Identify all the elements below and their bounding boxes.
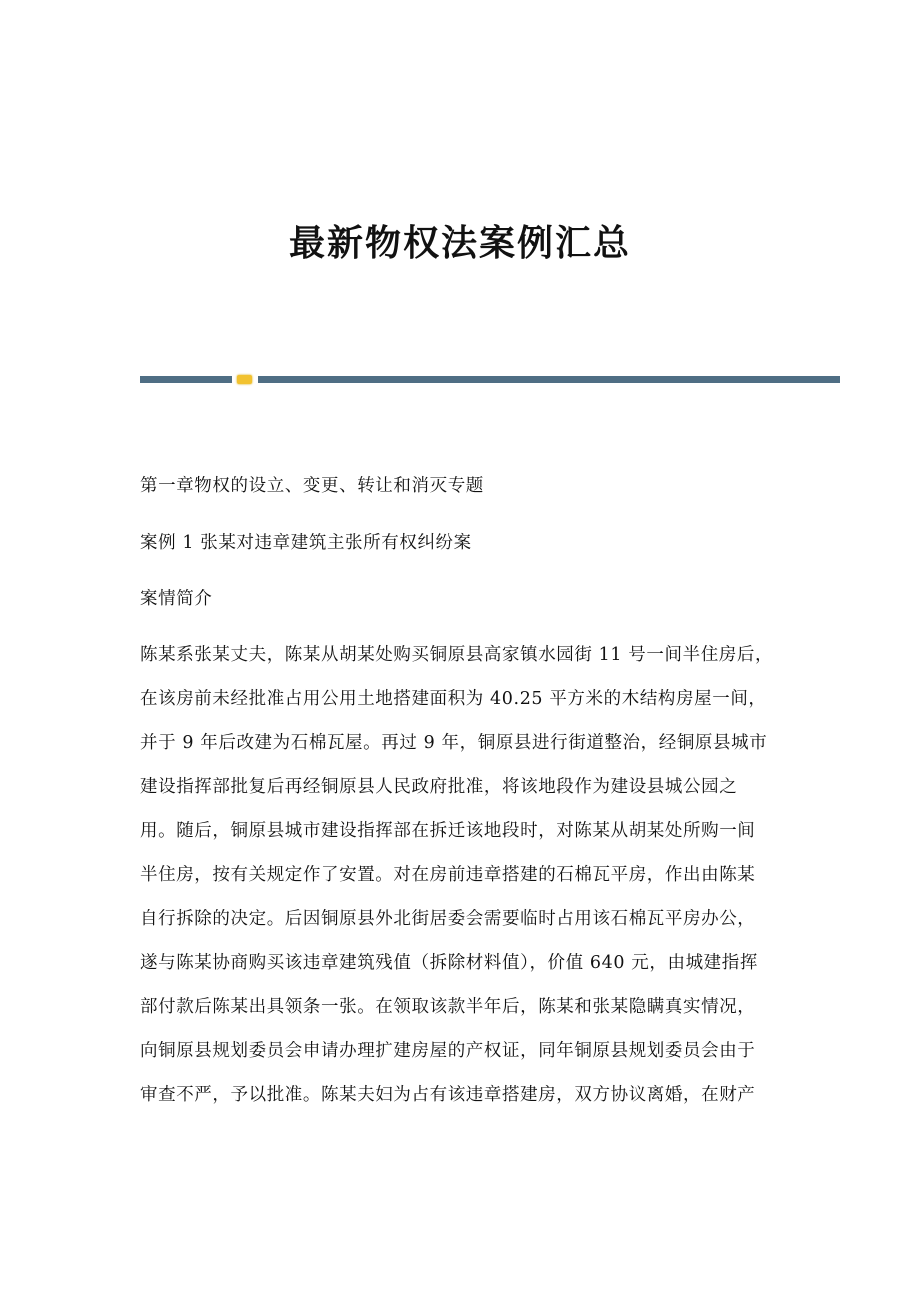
case-heading: 案例 1 张某对违章建筑主张所有权纠纷案 [140, 533, 472, 553]
body-line: 陈某系张某丈夫，陈某从胡某处购买铜原县高家镇水园街 11 号一间半住房后， [140, 645, 774, 665]
body-line: 半住房，按有关规定作了安置。对在房前违章搭建的石棉瓦平房，作出由陈某 [140, 865, 756, 885]
title-divider [140, 375, 840, 384]
body-line: 部付款后陈某出具领条一张。在领取该款半年后，陈某和张某隐瞒真实情况， [140, 997, 756, 1017]
divider-bar-left [140, 376, 232, 383]
body-line: 向铜原县规划委员会申请办理扩建房屋的产权证，同年铜原县规划委员会由于 [140, 1041, 756, 1061]
chapter-heading: 第一章物权的设立、变更、转让和消灭专题 [140, 476, 484, 496]
envelope-icon [237, 375, 252, 384]
body-line: 并于 9 年后改建为石棉瓦屋。再过 9 年，铜原县进行街道整治，经铜原县城市 [140, 733, 768, 753]
body-line: 遂与陈某协商购买该违章建筑残值（拆除材料值），价值 640 元，由城建指挥 [140, 953, 758, 973]
body-line: 审查不严，予以批准。陈某夫妇为占有该违章搭建房，双方协议离婚，在财产 [140, 1085, 756, 1105]
body-line: 建设指挥部批复后再经铜原县人民政府批准，将该地段作为建设县城公园之 [140, 777, 738, 797]
divider-bar-right [258, 376, 840, 383]
body-line: 用。随后，铜原县城市建设指挥部在拆迁该地段时，对陈某从胡某处所购一间 [140, 821, 756, 841]
section-heading: 案情简介 [140, 589, 213, 609]
body-line: 自行拆除的决定。后因铜原县外北街居委会需要临时占用该石棉瓦平房办公， [140, 909, 756, 929]
body-line: 在该房前未经批准占用公用土地搭建面积为 40.25 平方米的木结构房屋一间， [140, 689, 767, 709]
document-title: 最新物权法案例汇总 [288, 223, 631, 264]
